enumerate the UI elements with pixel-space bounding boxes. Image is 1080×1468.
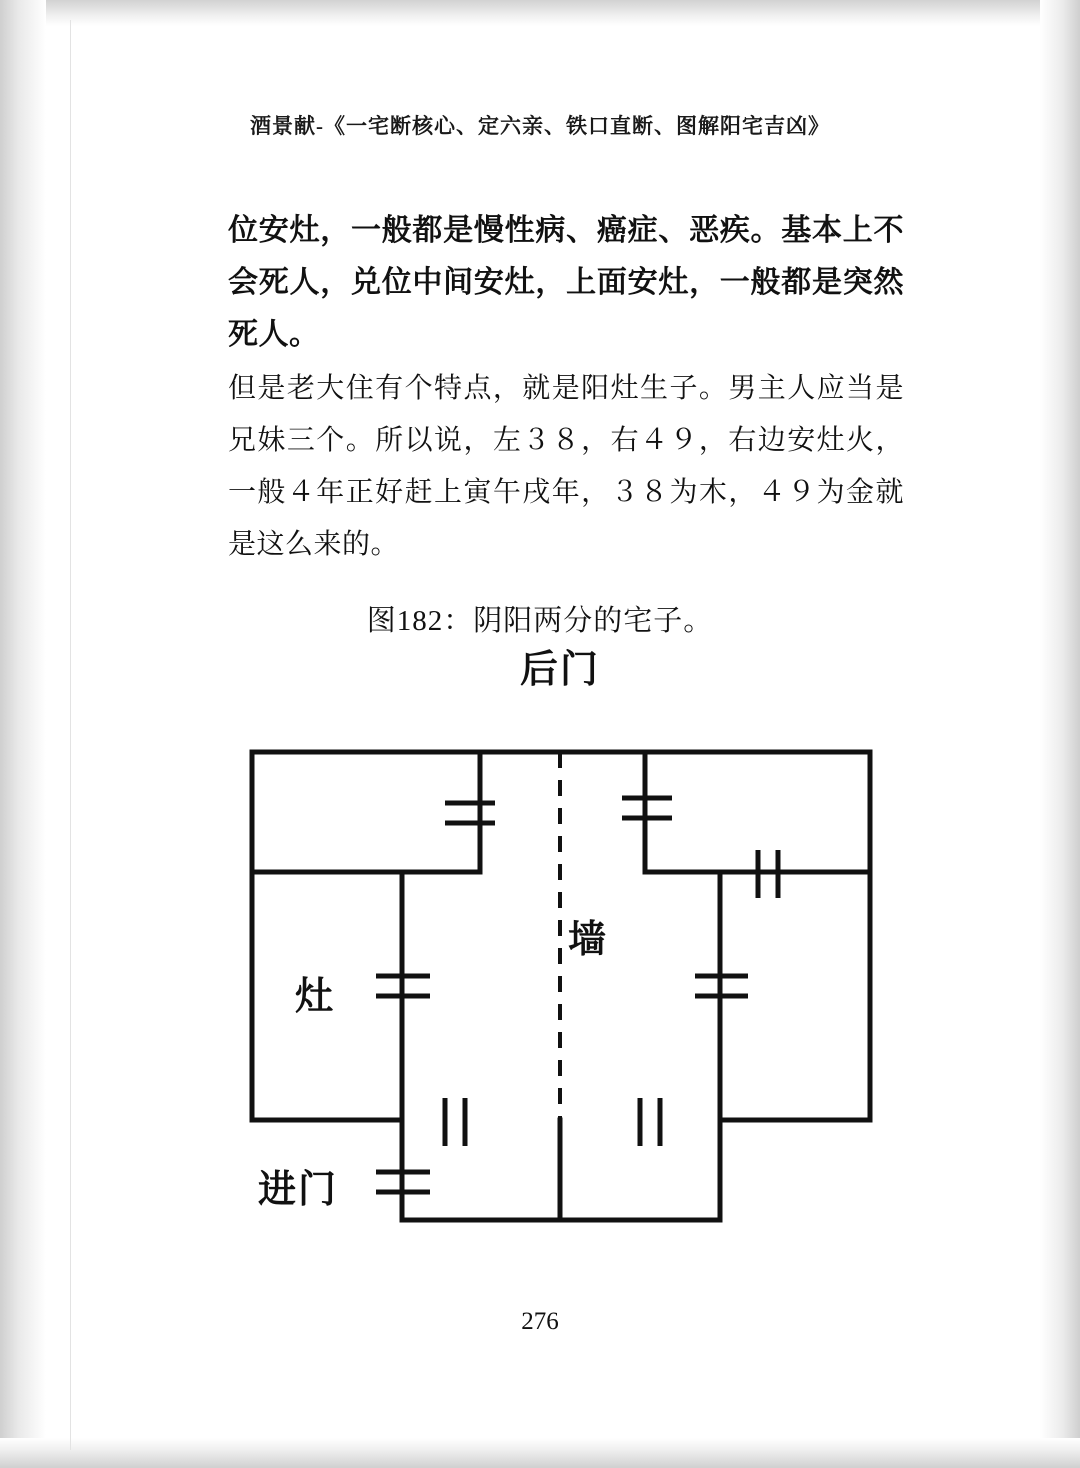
page-spine-line [70,20,71,1450]
scan-edge-left [0,0,46,1468]
label-wall: 墙 [568,919,607,961]
body-text [228,205,904,571]
paragraph-bold: 位安灶，一般都是慢性病、癌症、恶疾。基本上不会死人，兑位中间安灶，上面安灶，一般都是突然死人。 [228,214,904,351]
figure-caption: 图182：阴阳两分的宅子。 [366,605,714,637]
scan-edge-top [0,0,1080,26]
paragraph-normal: 但是老大住有个特点，就是阳灶生子。男主人应当是兄妹三个。所以说，左３８，右４９，右边安灶火，一般４年正好赶上寅午戌年，３８为木，４９为金就是这么来的。 [228,373,904,560]
running-header: 酒景献-《一宅断核心、定六亲、铁口直断、图解阳宅吉凶》 [250,114,830,138]
scan-edge-right [1040,0,1080,1468]
label-stove: 灶 [295,976,334,1018]
scan-edge-bottom [0,1438,1080,1468]
label-back-door: 后门 [520,649,601,691]
label-front-door: 进门 [258,1169,339,1211]
floor-plan-figure [190,649,930,1260]
page-number: 276 [521,1308,559,1335]
